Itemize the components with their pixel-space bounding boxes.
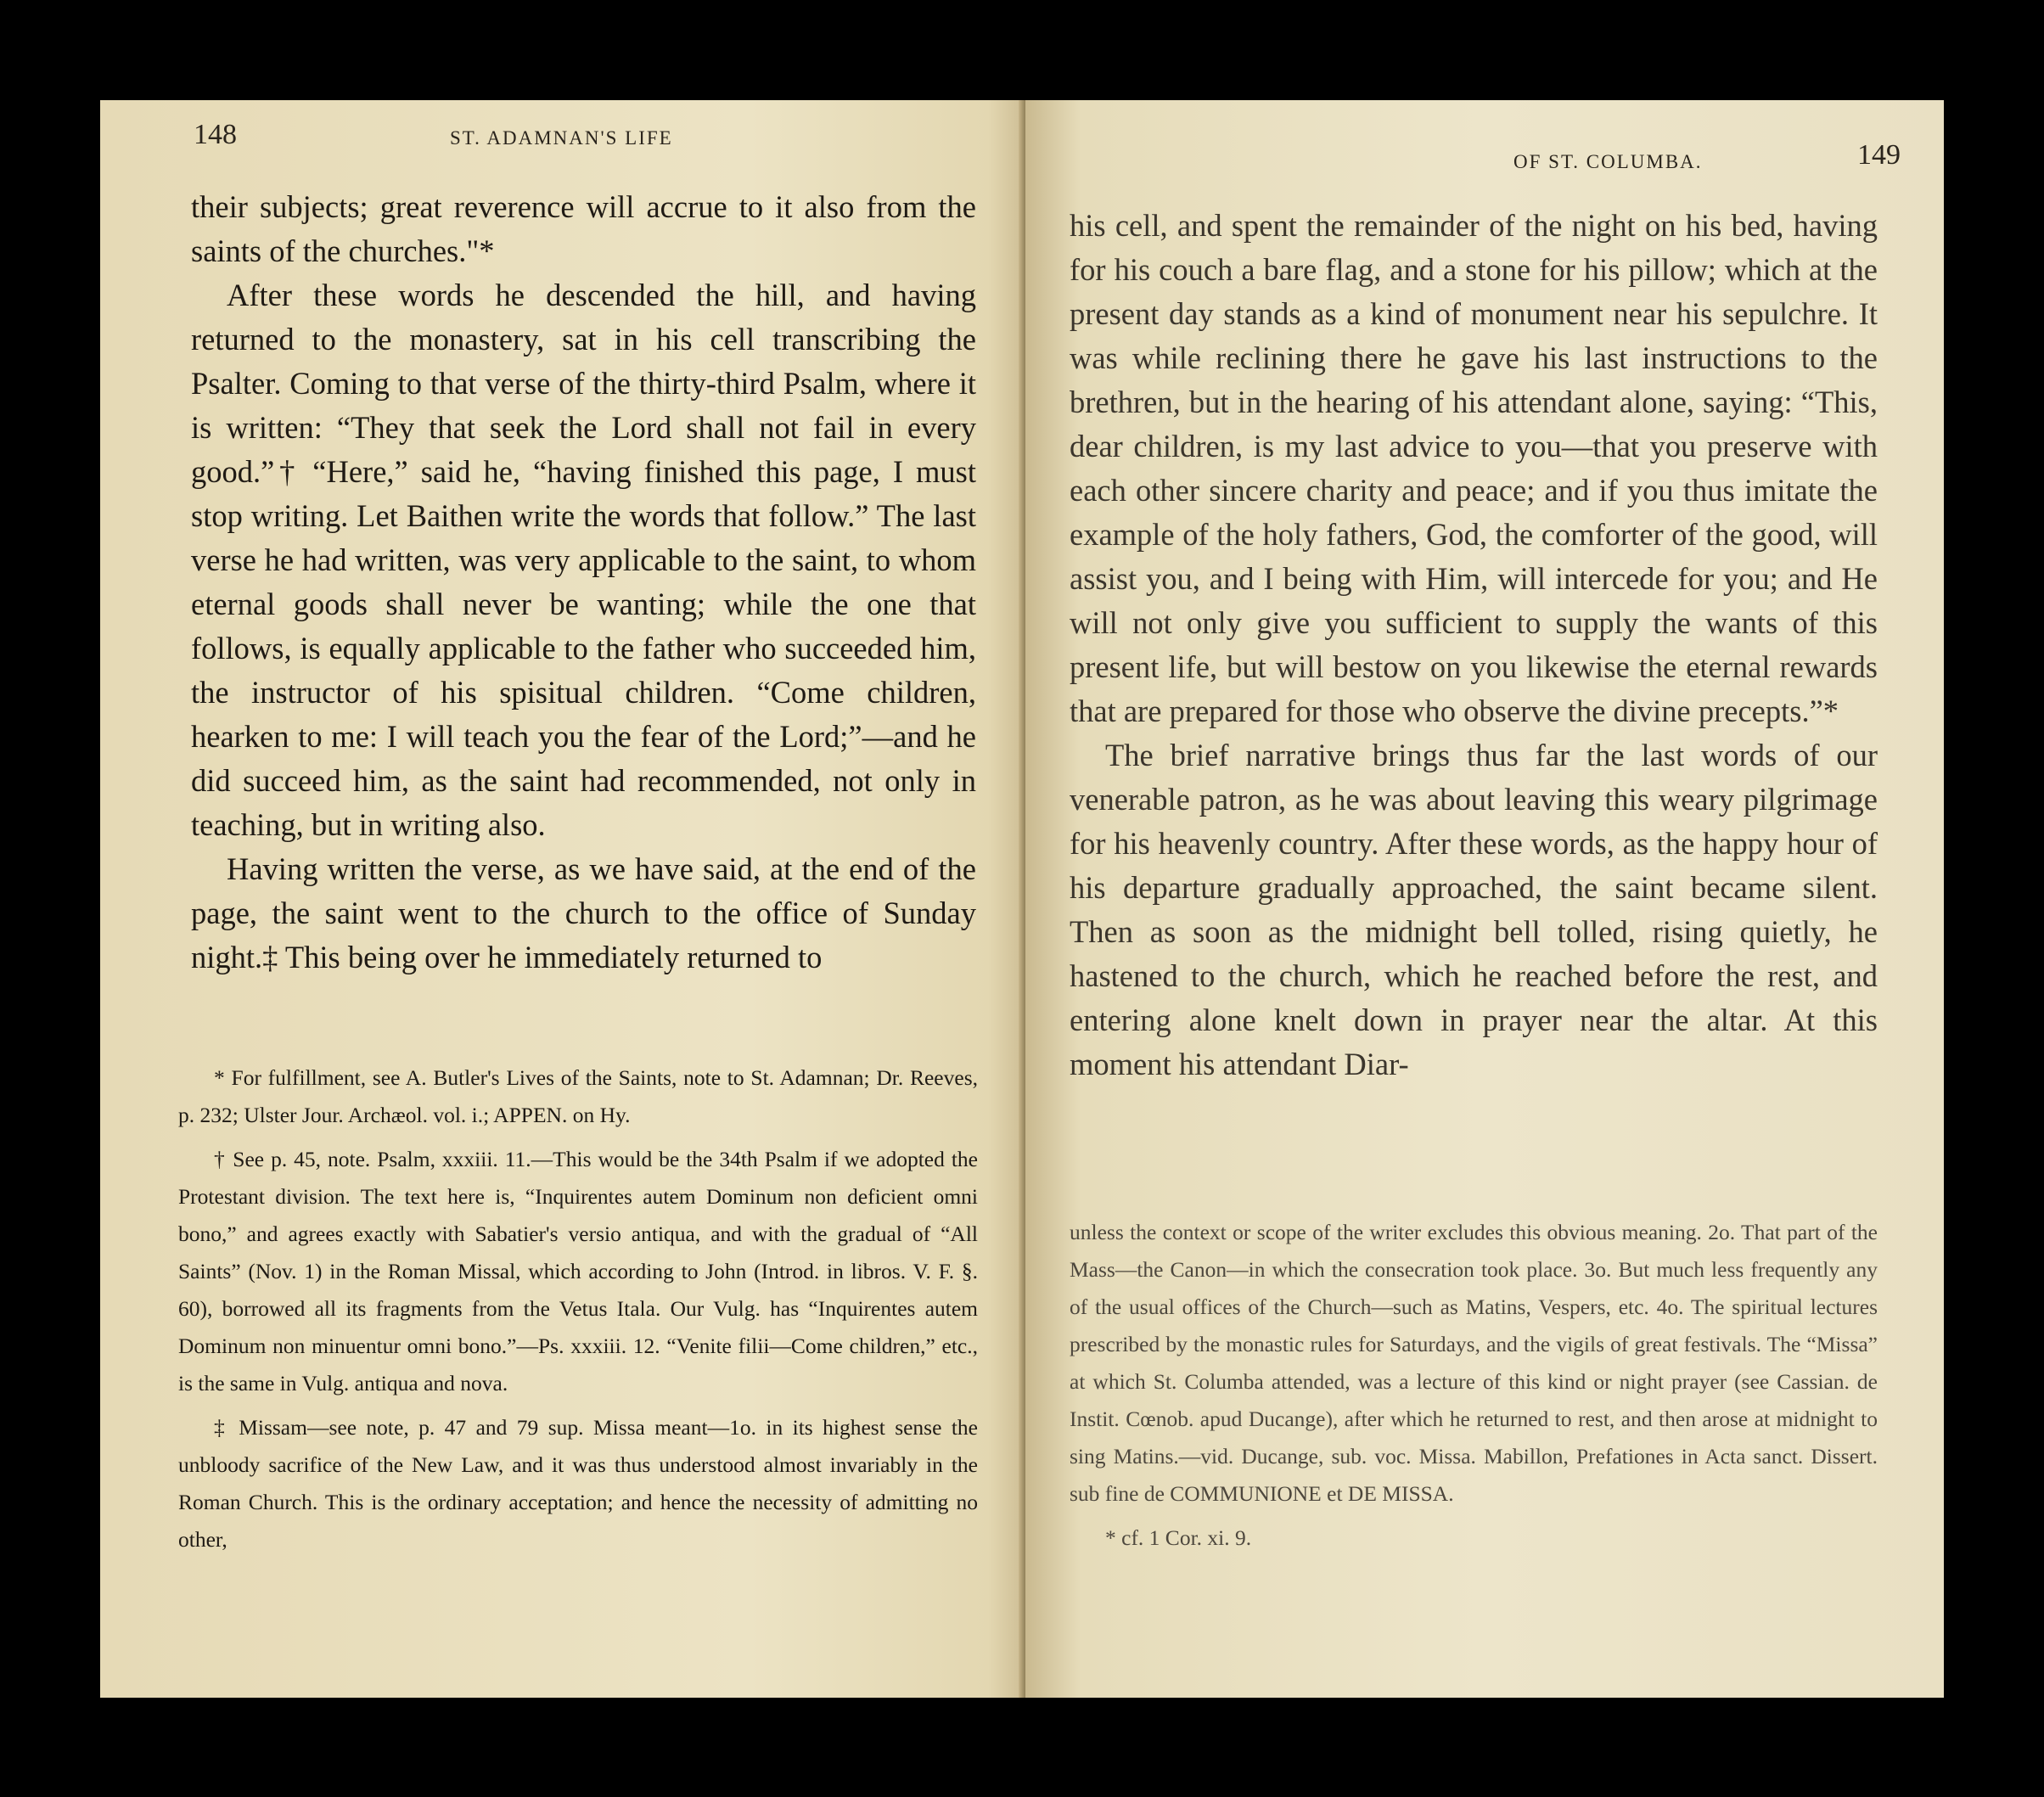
paragraph: his cell, and spent the remainder of the night on his bed, having for his couch a bare flag, and a stone for his pillow; which at the present day stands as a kind of monument near his sepulchre. It was while reclining there he gave his last instructions to the brethren, but in the hearing of his attendant alone, saying: “This, dear children, is my last advice to you—that you preserve with each other sincere charity and peace; and if you thus imitate the example of the holy fathers, God, the comforter of the good, will assist you, and I being with Him, will intercede for you; and He will not only give you sufficient to supply the wants of this present life, but will bestow on you likewise the eternal rewards that are prepared for those who observe the divine precepts.”* bbox=[1070, 208, 1878, 728]
running-title-left: ST. ADAMNAN'S LIFE bbox=[450, 127, 673, 149]
open-book bbox=[100, 100, 1944, 1698]
body-text-right bbox=[1070, 204, 1878, 1087]
right-page bbox=[1025, 100, 1944, 1698]
paragraph: After these words he descended the hill, and having returned to the monastery, sat in his cell transcribing the Psalter. Coming to that verse of the thirty-third Psalm, where it is written: “They that seek the Lord shall not fail in every good.”† “Here,” said he, “having finished this page, I must stop writing. Let Baithen write the words that follow.” The last verse he had written, was very applicable to the saint, to whom eternal goods shall never be wanting; while the one that follows, is equally applicable to the father who succeeded him, the instructor of his spisitual children. “Come children, hearken to me: I will teach you the fear of the Lord;”—and he did succeed him, as the saint had recommended, not only in teaching, but in writing also. bbox=[191, 278, 976, 842]
running-title-right: OF ST. COLUMBA. bbox=[1513, 151, 1703, 172]
page-number-left: 148 bbox=[194, 119, 237, 150]
footnote: ‡ Missam—see note, p. 47 and 79 sup. Missa meant—1o. in its highest sense the unbloody sacrifice of the New Law, and it was thus understood almost invariably in the Roman Church. This is the ordinary acceptation; and hence the necessity of admitting no other, bbox=[178, 1415, 978, 1552]
footnote: * For fulfillment, see A. Butler's Lives of the Saints, note to St. Adamnan; Dr. Reeves, p. 232; Ulster Jour. Archæol. vol. i.; APPEN. on Hy. bbox=[178, 1065, 978, 1127]
paragraph: The brief narrative brings thus far the last words of our venerable patron, as he was about leaving this weary pilgrimage for his heavenly country. After these words, as the happy hour of his departure gradually approached, the saint became silent. Then as soon as the midnight bell tolled, rising quietly, he hastened to the church, which he reached before the rest, and entering alone knelt down in prayer near the altar. At this moment his attendant Diar- bbox=[1070, 738, 1878, 1081]
paragraph: Having written the verse, as we have said, at the end of the page, the saint went to the church to the office of Sunday night.‡ This being over he immediately returned to bbox=[191, 851, 976, 974]
footnotes-left bbox=[178, 1059, 978, 1565]
footnotes-right bbox=[1070, 1214, 1878, 1564]
footnote: unless the context or scope of the writer excludes this obvious meaning. 2o. That part of the Mass—the Canon—in which the consecration took place. 3o. But much less frequently any of the usual offices of the Church—such as Matins, Vespers, etc. 4o. The spiritual lectures prescribed by the monastic rules for Saturdays, and the vigils of great festivals. The “Missa” at which St. Columba attended, was a lecture of this kind or night prayer (see Cassian. de Instit. Cœnob. apud Ducange), after which he returned to rest, and then arose at midnight to sing Matins.—vid. Ducange, sub. voc. Missa. Mabillon, Prefationes in Acta sanct. Dissert. sub fine de COMMUNIONE et DE MISSA. bbox=[1070, 1220, 1878, 1506]
body-text-left bbox=[191, 185, 976, 980]
footnote: * cf. 1 Cor. xi. 9. bbox=[1105, 1525, 1252, 1550]
paragraph: their subjects; great reverence will accrue to it also from the saints of the churches."* bbox=[191, 189, 976, 268]
footnote: † See p. 45, note. Psalm, xxxiii. 11.—This would be the 34th Psalm if we adopted the Protestant division. The text here is, “Inquirentes autem Dominum non deficient omni bono,” and agrees exactly with Sabatier's versio antiqua, and with the gradual of “All Saints” (Nov. 1) in the Roman Missal, which according to John (Introd. in libros. V. F. §. 60), borrowed all its fragments from the Vetus Itala. Our Vulg. has “Inquirentes autem Dominum non minuentur omni bono.”—Ps. xxxiii. 12. “Venite filii—Come children,” etc., is the same in Vulg. antiqua and nova. bbox=[178, 1147, 978, 1395]
page-number-right: 149 bbox=[1857, 139, 1901, 171]
left-page bbox=[100, 100, 1025, 1698]
